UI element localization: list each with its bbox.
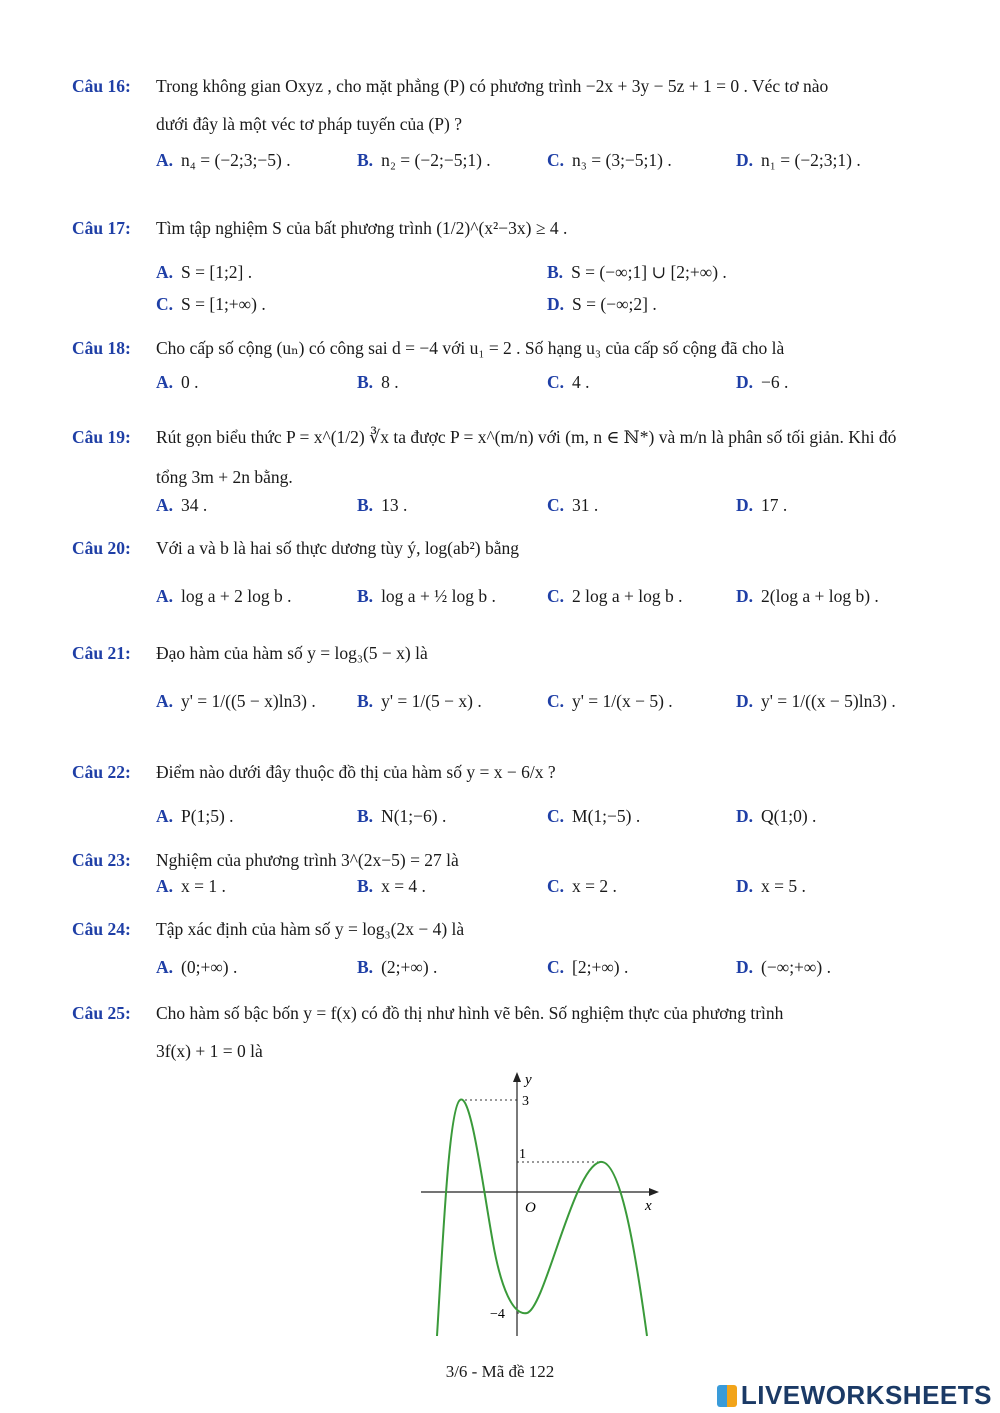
option-letter: C.	[547, 372, 565, 392]
option-c[interactable]: n₃ = (3;−5;1) .	[572, 150, 672, 170]
tick-label-neg4: −4	[490, 1307, 505, 1322]
option-b[interactable]: 8 .	[381, 372, 399, 392]
option-letter: C.	[547, 150, 565, 170]
option-d[interactable]: S = (−∞;2] .	[572, 294, 657, 314]
function-graph	[415, 1068, 665, 1340]
option-c[interactable]: S = [1;+∞) .	[181, 294, 266, 314]
question-stem: Đạo hàm của hàm số y = log₃(5 − x) là	[156, 643, 428, 663]
option-b[interactable]: y' = 1/(5 − x) .	[381, 691, 482, 711]
logo-icon	[717, 1385, 737, 1407]
option-c[interactable]: 4 .	[572, 372, 590, 392]
option-d[interactable]: n₁ = (−2;3;1) .	[761, 150, 861, 170]
question-16	[72, 74, 932, 176]
x-axis-label: x	[645, 1198, 652, 1214]
y-axis-arrow	[513, 1072, 521, 1082]
option-letter: B.	[357, 691, 374, 711]
question-number: Câu 21:	[72, 643, 131, 663]
option-a[interactable]: y' = 1/((5 − x)ln3) .	[181, 691, 316, 711]
option-a[interactable]: (0;+∞) .	[181, 957, 238, 977]
brand-logo	[717, 1380, 992, 1411]
question-number: Câu 18:	[72, 338, 131, 358]
question-stem: Điểm nào dưới đây thuộc đồ thị của hàm số y = x − 6/x ?	[156, 762, 556, 782]
question-21	[72, 641, 932, 717]
question-18	[72, 336, 932, 398]
question-23	[72, 848, 932, 902]
option-letter: A.	[156, 262, 174, 282]
question-number: Câu 25:	[72, 1003, 131, 1023]
option-d[interactable]: Q(1;0) .	[761, 806, 817, 826]
option-letter: B.	[357, 372, 374, 392]
brand-text: LIVEWORKSHEETS	[740, 1380, 992, 1410]
question-stem-cont: 3f(x) + 1 = 0 là	[156, 1041, 263, 1061]
option-letter: C.	[547, 876, 565, 896]
option-letter: D.	[736, 806, 754, 826]
option-a[interactable]: 0 .	[181, 372, 199, 392]
tick-label-1: 1	[519, 1147, 526, 1162]
question-number: Câu 17:	[72, 218, 131, 238]
option-letter: D.	[736, 586, 754, 606]
option-d[interactable]: (−∞;+∞) .	[761, 957, 831, 977]
option-b[interactable]: N(1;−6) .	[381, 806, 447, 826]
option-a[interactable]: P(1;5) .	[181, 806, 234, 826]
option-letter: D.	[736, 876, 754, 896]
option-c[interactable]: 2 log a + log b .	[572, 586, 683, 606]
quartic-curve	[437, 1100, 647, 1336]
option-a[interactable]: log a + 2 log b .	[181, 586, 292, 606]
option-a[interactable]: x = 1 .	[181, 876, 226, 896]
option-c[interactable]: [2;+∞) .	[572, 957, 629, 977]
question-stem-cont: tổng 3m + 2n bằng.	[156, 467, 293, 487]
page-footer: 3/6 - Mã đề 122	[445, 1362, 555, 1381]
question-stem: Cho hàm số bậc bốn y = f(x) có đồ thị như hình vẽ bên. Số nghiệm thực của phương trình	[156, 1003, 784, 1023]
option-letter: B.	[357, 806, 374, 826]
option-b[interactable]: x = 4 .	[381, 876, 426, 896]
question-number: Câu 24:	[72, 919, 131, 939]
option-a[interactable]: 34 .	[181, 495, 208, 515]
option-letter: D.	[736, 495, 754, 515]
option-letter: B.	[357, 495, 374, 515]
question-24	[72, 917, 932, 983]
option-letter: D.	[736, 150, 754, 170]
question-22	[72, 760, 932, 832]
option-letter: C.	[547, 495, 565, 515]
question-number: Câu 20:	[72, 538, 131, 558]
option-letter: B.	[357, 876, 374, 896]
option-letter: B.	[357, 957, 374, 977]
option-d[interactable]: y' = 1/((x − 5)ln3) .	[761, 691, 896, 711]
option-letter: A.	[156, 495, 174, 515]
question-stem: Tập xác định của hàm số y = log₃(2x − 4) là	[156, 919, 465, 939]
question-stem: Tìm tập nghiệm S của bất phương trình (1/2)^(x²−3x) ≥ 4 .	[156, 218, 568, 238]
option-letter: B.	[357, 150, 374, 170]
origin-label: O	[525, 1200, 536, 1216]
question-stem: Với a và b là hai số thực dương tùy ý, log(ab²) bằng	[156, 538, 519, 558]
option-d[interactable]: 2(log a + log b) .	[761, 586, 879, 606]
option-a[interactable]: S = [1;2] .	[181, 262, 253, 282]
question-number: Câu 16:	[72, 76, 131, 96]
option-letter: C.	[547, 586, 565, 606]
option-a[interactable]: n₄ = (−2;3;−5) .	[181, 150, 291, 170]
option-b[interactable]: log a + ½ log b .	[381, 586, 496, 606]
question-stem: Cho cấp số cộng (uₙ) có công sai d = −4 với u₁ = 2 . Số hạng u₃ của cấp số cộng đã cho là	[156, 338, 785, 358]
option-letter: C.	[156, 294, 174, 314]
option-d[interactable]: x = 5 .	[761, 876, 806, 896]
option-letter: A.	[156, 586, 174, 606]
option-letter: C.	[547, 691, 565, 711]
option-b[interactable]: (2;+∞) .	[381, 957, 438, 977]
option-b[interactable]: n₂ = (−2;−5;1) .	[381, 150, 491, 170]
option-letter: C.	[547, 806, 565, 826]
question-stem-cont: dưới đây là một véc tơ pháp tuyến của (P) ?	[156, 114, 462, 134]
option-letter: A.	[156, 150, 174, 170]
option-c[interactable]: 31 .	[572, 495, 599, 515]
option-b[interactable]: S = (−∞;1] ∪ [2;+∞) .	[571, 262, 727, 282]
question-stem: Trong không gian Oxyz , cho mặt phẳng (P) có phương trình −2x + 3y − 5z + 1 = 0 . Véc tơ nào	[156, 76, 829, 96]
y-axis-label: y	[525, 1072, 532, 1088]
tick-label-3: 3	[522, 1094, 529, 1109]
option-letter: B.	[547, 262, 564, 282]
question-number: Câu 19:	[72, 427, 131, 447]
option-letter: A.	[156, 957, 174, 977]
option-letter: D.	[547, 294, 565, 314]
option-letter: D.	[736, 372, 754, 392]
option-c[interactable]: x = 2 .	[572, 876, 617, 896]
option-c[interactable]: M(1;−5) .	[572, 806, 641, 826]
option-letter: D.	[736, 957, 754, 977]
option-letter: D.	[736, 691, 754, 711]
option-letter: A.	[156, 806, 174, 826]
question-number: Câu 22:	[72, 762, 131, 782]
question-17	[72, 216, 932, 320]
option-letter: B.	[357, 586, 374, 606]
option-letter: C.	[547, 957, 565, 977]
question-number: Câu 23:	[72, 850, 131, 870]
question-25	[72, 1001, 932, 1063]
option-b[interactable]: 13 .	[381, 495, 408, 515]
x-axis-arrow	[649, 1188, 659, 1196]
option-d[interactable]: 17 .	[761, 495, 788, 515]
question-20	[72, 536, 932, 612]
option-d[interactable]: −6 .	[761, 372, 789, 392]
option-letter: A.	[156, 876, 174, 896]
question-stem: Rút gọn biểu thức P = x^(1/2) ∛x ta được P = x^(m/n) với (m, n ∈ ℕ*) và m/n là phân số tối giản. Khi đó	[156, 427, 897, 447]
option-letter: A.	[156, 691, 174, 711]
question-19	[72, 425, 932, 521]
option-letter: A.	[156, 372, 174, 392]
option-c[interactable]: y' = 1/(x − 5) .	[572, 691, 673, 711]
question-stem: Nghiệm của phương trình 3^(2x−5) = 27 là	[156, 850, 459, 870]
